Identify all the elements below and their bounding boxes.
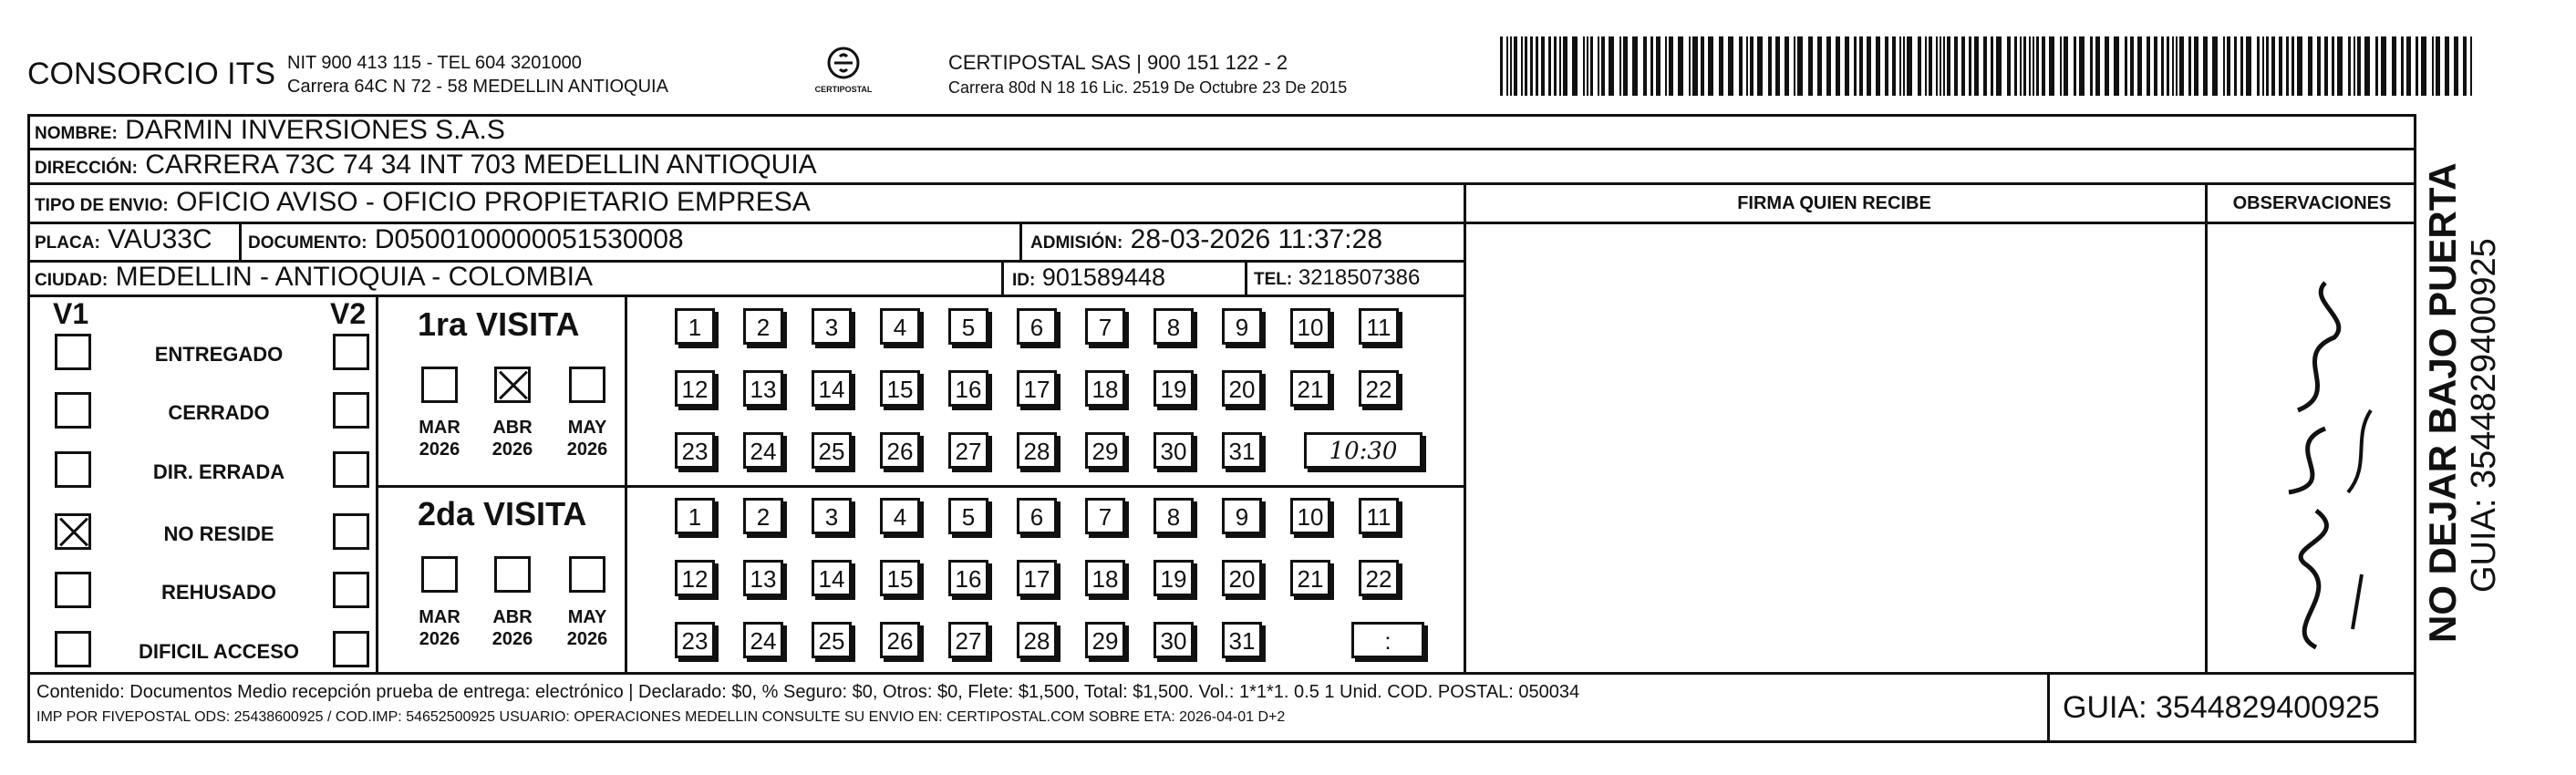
v1-checkbox[interactable] <box>55 392 91 429</box>
day-box[interactable]: 30 <box>1154 622 1194 658</box>
day-box[interactable]: 17 <box>1017 560 1057 596</box>
logo-text: CERTIPOSTAL <box>814 85 873 94</box>
documento-value: D0500100000051530008 <box>374 224 684 254</box>
month-label <box>560 606 615 650</box>
v2-checkbox[interactable] <box>333 392 369 429</box>
month-label <box>485 417 540 460</box>
month-year: 2026 <box>566 629 608 649</box>
day-box[interactable]: 28 <box>1017 432 1057 469</box>
status-label: NO RESIDE <box>163 522 274 545</box>
carrier-name: CERTIPOSTAL SAS | 900 151 122 - 2 <box>948 51 1288 74</box>
status-label: REHUSADO <box>161 581 276 604</box>
barcode <box>1500 36 2476 96</box>
day-box[interactable]: 10 <box>1290 498 1330 534</box>
day-box[interactable]: 4 <box>880 498 920 534</box>
day-box[interactable]: 30 <box>1154 432 1194 469</box>
day-box[interactable]: 18 <box>1085 370 1125 407</box>
day-box[interactable]: 12 <box>675 560 715 596</box>
placa-value: VAU33C <box>108 224 212 254</box>
direccion-row: DIRECCIÓN: CARRERA 73C 74 34 INT 703 MEDELLIN ANTIOQUIA <box>35 150 817 180</box>
tel-row: TEL: 3218507386 <box>1254 265 1421 290</box>
day-box[interactable]: 1 <box>675 498 715 534</box>
footer-guia: GUIA: 3544829400925 <box>2063 690 2380 725</box>
v2-checkbox[interactable] <box>333 572 369 608</box>
day-box[interactable]: 29 <box>1085 432 1125 469</box>
footer-imp: IMP POR FIVEPOSTAL ODS: 25438600925 / COD.IMP: 54652500925 USUARIO: OPERACIONES MEDELLIN CONSULTE SU ENVIO EN: CERTIPOSTAL.COM SOBRE ETA: 2026-04-01 D+2 <box>36 709 1286 725</box>
day-box[interactable]: 13 <box>743 370 783 407</box>
observaciones-header: OBSERVACIONES <box>2232 193 2392 213</box>
admision-value: 28-03-2026 11:37:28 <box>1130 224 1383 254</box>
day-box[interactable]: 16 <box>948 370 988 407</box>
status-label: DIFICIL ACCESO <box>138 640 299 663</box>
footer-content: Contenido: Documentos Medio recepción prueba de entrega: electrónico | Declarado: $0, % Seguro: $0, Otros: $0, Flete: $1,500, Total: $1,500. Vol.: 1*1*1. 0.5 1 Unid. COD. POSTAL: 050034 <box>36 682 1580 702</box>
day-box[interactable]: 11 <box>1359 308 1399 345</box>
day-box[interactable]: 24 <box>743 622 783 658</box>
month-checkbox[interactable] <box>494 367 531 403</box>
day-box[interactable]: 17 <box>1017 370 1057 407</box>
nombre-row: NOMBRE: DARMIN INVERSIONES S.A.S <box>35 115 505 145</box>
day-box[interactable]: 27 <box>948 432 988 469</box>
direccion-value: CARRERA 73C 74 34 INT 703 MEDELLIN ANTIOQUIA <box>145 150 817 180</box>
side-guia: GUIA: 3544829400925 <box>2465 238 2503 593</box>
certipostal-logo <box>812 46 875 94</box>
day-box[interactable]: 26 <box>880 432 920 469</box>
day-box[interactable]: 5 <box>948 308 988 345</box>
v1-checkbox[interactable] <box>55 334 91 370</box>
day-box[interactable]: 21 <box>1290 560 1330 596</box>
v2-checkbox[interactable] <box>333 451 369 488</box>
day-box[interactable]: 16 <box>948 560 988 596</box>
day-box[interactable]: 18 <box>1085 560 1125 596</box>
status-label: DIR. ERRADA <box>152 460 285 483</box>
day-box[interactable]: 15 <box>880 370 920 407</box>
carrier-address: Carrera 80d N 18 16 Lic. 2519 De Octubre 23 De 2015 <box>948 78 1348 97</box>
day-box[interactable]: 25 <box>812 622 852 658</box>
ciudad-row: CIUDAD: MEDELLIN - ANTIOQUIA - COLOMBIA <box>35 262 593 292</box>
day-box[interactable]: 2 <box>743 308 783 345</box>
month-name: MAY <box>567 607 607 627</box>
day-box[interactable]: 2 <box>743 498 783 534</box>
day-box[interactable]: 8 <box>1154 498 1194 534</box>
day-box[interactable]: 22 <box>1359 370 1399 407</box>
company-nit: NIT 900 413 115 - TEL 604 3201000 <box>287 53 582 73</box>
day-box[interactable]: 26 <box>880 622 920 658</box>
day-box[interactable]: 10 <box>1290 308 1330 345</box>
day-box[interactable]: 9 <box>1222 498 1262 534</box>
company-name: CONSORCIO ITS <box>27 57 276 91</box>
id-row: ID: 901589448 <box>1012 264 1165 291</box>
day-box[interactable]: 11 <box>1359 498 1399 534</box>
day-box[interactable]: 3 <box>812 308 852 345</box>
signature <box>2225 264 2407 666</box>
month-name: ABR <box>492 418 533 438</box>
month-year: 2026 <box>566 439 608 460</box>
month-label <box>412 417 467 460</box>
day-box[interactable]: 4 <box>880 308 920 345</box>
day-box[interactable]: 12 <box>675 370 715 407</box>
nombre-value: DARMIN INVERSIONES S.A.S <box>125 115 505 145</box>
month-year: 2026 <box>419 439 460 460</box>
tipo-envio-row: TIPO DE ENVIO: OFICIO AVISO - OFICIO PROPIETARIO EMPRESA <box>35 187 811 217</box>
carrier-info <box>948 51 1347 98</box>
month-label <box>412 606 467 650</box>
v2-checkbox[interactable] <box>333 631 369 667</box>
day-box[interactable]: 23 <box>675 432 715 469</box>
v1-checkbox[interactable] <box>55 451 91 488</box>
visit1-title: 1ra VISITA <box>418 305 580 343</box>
v2-label: V2 <box>330 297 367 330</box>
day-box[interactable]: 6 <box>1017 308 1057 345</box>
day-box[interactable]: 15 <box>880 560 920 596</box>
day-box[interactable]: 20 <box>1222 560 1262 596</box>
day-box[interactable]: 6 <box>1017 498 1057 534</box>
day-box[interactable]: 27 <box>948 622 988 658</box>
day-box[interactable]: 29 <box>1085 622 1125 658</box>
v2-checkbox[interactable] <box>333 334 369 370</box>
day-box[interactable]: 1 <box>675 308 715 345</box>
month-name: MAY <box>567 418 607 438</box>
month-checkbox[interactable] <box>421 367 458 403</box>
month-checkbox[interactable] <box>421 556 458 593</box>
visit2-title: 2da VISITA <box>418 495 587 532</box>
tipo-envio-value: OFICIO AVISO - OFICIO PROPIETARIO EMPRESA <box>176 187 811 217</box>
day-box[interactable]: 21 <box>1290 370 1330 407</box>
admision-row: ADMISIÓN: 28-03-2026 11:37:28 <box>1030 224 1383 254</box>
v2-checkbox[interactable] <box>333 513 369 550</box>
firma-header: FIRMA QUIEN RECIBE <box>1737 193 1931 213</box>
tel-value: 3218507386 <box>1298 265 1421 290</box>
day-box[interactable]: 31 <box>1222 432 1262 469</box>
status-label: ENTREGADO <box>154 343 284 366</box>
month-label <box>560 417 615 460</box>
day-box[interactable]: 14 <box>812 370 852 407</box>
visit1-time: 10:30 <box>1304 432 1422 469</box>
company-info <box>287 51 668 98</box>
logo-icon <box>822 46 865 80</box>
day-box[interactable]: 28 <box>1017 622 1057 658</box>
day-box[interactable]: 7 <box>1085 498 1125 534</box>
month-name: MAR <box>419 418 460 438</box>
v1-label: V1 <box>53 297 89 330</box>
day-box[interactable]: 7 <box>1085 308 1125 345</box>
v1-checkbox[interactable] <box>55 513 91 550</box>
documento-row: DOCUMENTO: D0500100000051530008 <box>248 224 684 254</box>
status-label: CERRADO <box>168 401 270 424</box>
day-box[interactable]: 3 <box>812 498 852 534</box>
ciudad-value: MEDELLIN - ANTIOQUIA - COLOMBIA <box>115 262 593 292</box>
day-box[interactable]: 20 <box>1222 370 1262 407</box>
month-year: 2026 <box>491 629 533 649</box>
day-box[interactable]: 5 <box>948 498 988 534</box>
month-checkbox[interactable] <box>494 556 531 593</box>
v1-checkbox[interactable] <box>55 631 91 667</box>
day-box[interactable]: 13 <box>743 560 783 596</box>
v1-checkbox[interactable] <box>55 572 91 608</box>
month-name: ABR <box>492 607 533 627</box>
month-checkbox[interactable] <box>569 556 605 593</box>
day-box[interactable]: 25 <box>812 432 852 469</box>
day-box[interactable]: 24 <box>743 432 783 469</box>
month-checkbox[interactable] <box>569 367 605 403</box>
day-box[interactable]: 14 <box>812 560 852 596</box>
side-warning: NO DEJAR BAJO PUERTA <box>2421 162 2464 643</box>
day-box[interactable]: 9 <box>1222 308 1262 345</box>
day-box[interactable]: 19 <box>1154 370 1194 407</box>
day-box[interactable]: 8 <box>1154 308 1194 345</box>
month-year: 2026 <box>419 629 460 649</box>
month-label <box>485 606 540 650</box>
day-box[interactable]: 23 <box>675 622 715 658</box>
id-value: 901589448 <box>1041 264 1165 291</box>
visit2-time: : <box>1351 622 1424 658</box>
company-address: Carrera 64C N 72 - 58 MEDELLIN ANTIOQUIA <box>287 77 668 97</box>
day-box[interactable]: 19 <box>1154 560 1194 596</box>
month-year: 2026 <box>491 439 533 460</box>
day-box[interactable]: 31 <box>1222 622 1262 658</box>
day-box[interactable]: 22 <box>1359 560 1399 596</box>
month-name: MAR <box>419 607 460 627</box>
placa-row: PLACA: VAU33C <box>35 224 212 254</box>
